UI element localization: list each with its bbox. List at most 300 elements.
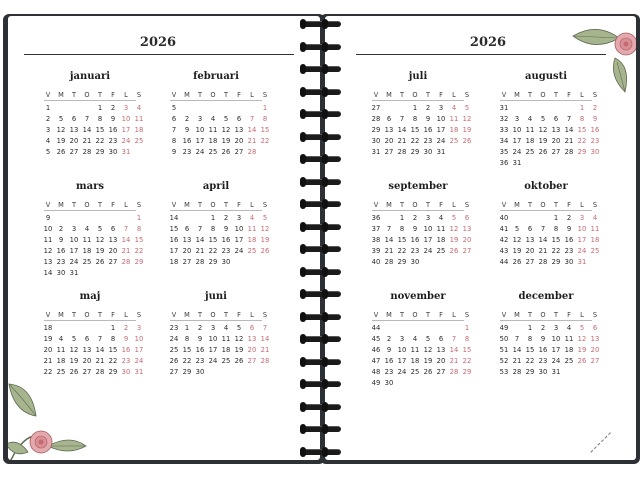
weekday-header: T xyxy=(527,201,533,209)
day-cell: 24 xyxy=(208,357,218,365)
day-cell: 13 xyxy=(384,126,394,134)
week-column-header: V xyxy=(373,311,379,319)
day-cell: 13 xyxy=(462,225,472,233)
weekday-header: T xyxy=(399,91,405,99)
day-cell: 10 xyxy=(551,335,561,343)
weekday-header: S xyxy=(136,201,142,209)
day-cell: 18 xyxy=(525,137,535,145)
day-cell: 5 xyxy=(425,335,431,343)
weekday-header: L xyxy=(580,311,584,319)
day-cell: 30 xyxy=(538,368,548,376)
day-cell: 21 xyxy=(260,346,270,354)
day-cell: 20 xyxy=(82,357,92,365)
day-cell: 19 xyxy=(56,137,66,145)
day-cell: 25 xyxy=(221,357,231,365)
day-cell: 28 xyxy=(512,368,522,376)
day-cell: 11 xyxy=(82,236,92,244)
weekday-header-row xyxy=(372,200,470,211)
day-cell: 10 xyxy=(512,126,522,134)
day-cell: 17 xyxy=(134,346,144,354)
weekday-header: T xyxy=(425,201,431,209)
month-name: juni xyxy=(205,291,227,302)
week-number: 44 xyxy=(371,324,381,332)
weekday-header: T xyxy=(553,311,559,319)
day-cell: 26 xyxy=(423,368,433,376)
day-cell: 13 xyxy=(82,346,92,354)
weekday-header: T xyxy=(399,311,405,319)
weekday-header-row xyxy=(372,90,470,101)
flower-illustration-icon xyxy=(8,372,90,460)
day-cell: 5 xyxy=(97,225,103,233)
weekday-header: T xyxy=(71,201,77,209)
weekday-header: M xyxy=(386,91,392,99)
day-cell: 29 xyxy=(525,368,535,376)
day-cell: 12 xyxy=(538,126,548,134)
day-cell: 8 xyxy=(464,335,470,343)
weekday-header: T xyxy=(527,311,533,319)
day-cell: 3 xyxy=(553,324,559,332)
week-number: 14 xyxy=(43,269,53,277)
day-cell: 17 xyxy=(397,357,407,365)
weekday-header: O xyxy=(412,201,418,209)
weekday-header: M xyxy=(386,311,392,319)
day-cell: 16 xyxy=(564,236,574,244)
day-cell: 1 xyxy=(110,324,116,332)
day-cell: 16 xyxy=(423,126,433,134)
day-cell: 28 xyxy=(449,368,459,376)
week-number: 5 xyxy=(45,148,51,156)
day-cell: 24 xyxy=(577,247,587,255)
week-number: 36 xyxy=(499,159,509,167)
day-cell: 30 xyxy=(590,148,600,156)
weekday-header: F xyxy=(439,311,443,319)
day-cell: 4 xyxy=(84,225,90,233)
weekday-header: F xyxy=(237,311,241,319)
day-cell: 27 xyxy=(234,148,244,156)
weekday-header: T xyxy=(197,311,203,319)
day-cell: 11 xyxy=(436,225,446,233)
day-cell: 10 xyxy=(69,236,79,244)
day-cell: 29 xyxy=(462,368,472,376)
week-number: 7 xyxy=(171,126,177,134)
day-cell: 4 xyxy=(210,115,216,123)
day-cell: 18 xyxy=(56,357,66,365)
week-column-header: V xyxy=(171,201,177,209)
week-number: 28 xyxy=(371,115,381,123)
day-cell: 25 xyxy=(590,247,600,255)
weekday-header-row xyxy=(44,200,142,211)
weekday-header: T xyxy=(527,91,533,99)
month-name: april xyxy=(202,181,230,192)
day-cell: 12 xyxy=(512,236,522,244)
month-name: december xyxy=(518,291,574,302)
day-cell: 15 xyxy=(95,126,105,134)
day-cell: 6 xyxy=(110,225,116,233)
week-number: 39 xyxy=(371,247,381,255)
weekday-header-row xyxy=(170,200,268,211)
week-number: 27 xyxy=(169,368,179,376)
weekday-header: T xyxy=(399,201,405,209)
day-cell: 20 xyxy=(436,357,446,365)
day-cell: 23 xyxy=(108,137,118,145)
day-cell: 20 xyxy=(462,236,472,244)
spiral-coil xyxy=(302,131,342,143)
day-cell: 1 xyxy=(184,324,190,332)
spiral-coil xyxy=(302,243,342,255)
day-cell: 4 xyxy=(223,324,229,332)
day-cell: 8 xyxy=(110,335,116,343)
day-cell: 17 xyxy=(208,346,218,354)
spiral-coil xyxy=(302,41,342,53)
weekday-header: M xyxy=(514,201,520,209)
day-cell: 21 xyxy=(538,247,548,255)
weekday-header-row xyxy=(170,90,268,101)
spiral-coil xyxy=(302,311,342,323)
day-cell: 1 xyxy=(262,104,268,112)
day-cell: 1 xyxy=(579,104,585,112)
day-cell: 7 xyxy=(197,225,203,233)
weekday-header-row xyxy=(372,310,470,321)
week-number: 47 xyxy=(371,357,381,365)
month-augusti xyxy=(499,70,600,171)
day-cell: 11 xyxy=(590,225,600,233)
day-cell: 24 xyxy=(397,368,407,376)
day-cell: 1 xyxy=(399,214,405,222)
day-cell: 23 xyxy=(221,247,231,255)
day-cell: 1 xyxy=(553,214,559,222)
day-cell: 25 xyxy=(208,148,218,156)
day-cell: 16 xyxy=(121,346,131,354)
day-cell: 13 xyxy=(436,346,446,354)
day-cell: 12 xyxy=(577,335,587,343)
day-cell: 23 xyxy=(538,357,548,365)
month-name: juli xyxy=(408,71,428,82)
day-cell: 8 xyxy=(262,115,268,123)
day-cell: 5 xyxy=(223,115,229,123)
right-year-title: 2026 xyxy=(469,35,507,50)
spiral-coil xyxy=(302,176,342,188)
day-cell: 30 xyxy=(195,368,205,376)
day-cell: 3 xyxy=(71,225,77,233)
day-cell: 27 xyxy=(247,357,257,365)
month-name: september xyxy=(388,181,448,192)
weekday-header: L xyxy=(250,91,254,99)
spiral-coil xyxy=(302,108,342,120)
spiral-coil xyxy=(302,221,342,233)
week-number: 4 xyxy=(45,137,51,145)
day-cell: 15 xyxy=(134,236,144,244)
day-cell: 9 xyxy=(566,225,572,233)
day-cell: 23 xyxy=(384,368,394,376)
day-cell: 6 xyxy=(236,115,242,123)
day-cell: 19 xyxy=(95,247,105,255)
day-cell: 25 xyxy=(436,247,446,255)
day-cell: 25 xyxy=(410,368,420,376)
day-cell: 20 xyxy=(182,247,192,255)
day-cell: 27 xyxy=(525,258,535,266)
day-cell: 21 xyxy=(195,247,205,255)
day-cell: 5 xyxy=(514,225,520,233)
day-cell: 1 xyxy=(210,214,216,222)
day-cell: 4 xyxy=(136,104,142,112)
weekday-header: S xyxy=(136,311,142,319)
day-cell: 22 xyxy=(577,137,587,145)
day-cell: 2 xyxy=(223,214,229,222)
day-cell: 27 xyxy=(82,368,92,376)
month-juni xyxy=(169,290,270,380)
month-januari xyxy=(44,70,144,160)
day-cell: 8 xyxy=(579,115,585,123)
day-cell: 26 xyxy=(234,357,244,365)
weekday-header: O xyxy=(84,311,90,319)
spiral-coil xyxy=(302,356,342,368)
day-cell: 23 xyxy=(564,247,574,255)
day-cell: 24 xyxy=(436,137,446,145)
day-cell: 28 xyxy=(95,368,105,376)
weekday-header: F xyxy=(567,311,571,319)
weekday-header: T xyxy=(223,91,229,99)
weekday-header: O xyxy=(540,311,546,319)
week-number: 14 xyxy=(169,214,179,222)
spiral-coil xyxy=(302,401,342,413)
week-number: 38 xyxy=(371,236,381,244)
day-cell: 19 xyxy=(449,236,459,244)
day-cell: 12 xyxy=(95,236,105,244)
day-cell: 12 xyxy=(221,126,231,134)
day-cell: 3 xyxy=(136,324,142,332)
day-cell: 4 xyxy=(412,335,418,343)
week-number: 18 xyxy=(169,258,179,266)
week-number: 34 xyxy=(499,137,509,145)
day-cell: 13 xyxy=(551,126,561,134)
weekday-header-row xyxy=(500,90,598,101)
weekday-header: T xyxy=(425,91,431,99)
day-cell: 7 xyxy=(262,324,268,332)
weekday-header: L xyxy=(250,311,254,319)
month-oktober xyxy=(499,180,600,270)
day-cell: 25 xyxy=(449,137,459,145)
day-cell: 29 xyxy=(108,368,118,376)
day-cell: 17 xyxy=(577,236,587,244)
day-cell: 5 xyxy=(236,324,242,332)
day-cell: 20 xyxy=(247,346,257,354)
weekday-header: M xyxy=(58,311,64,319)
month-name: maj xyxy=(79,291,101,302)
day-cell: 2 xyxy=(197,324,203,332)
weekday-header: F xyxy=(111,311,115,319)
weekday-header: T xyxy=(197,201,203,209)
day-cell: 1 xyxy=(97,104,103,112)
day-cell: 7 xyxy=(514,335,520,343)
week-number: 24 xyxy=(169,335,179,343)
day-cell: 11 xyxy=(208,126,218,134)
spiral-coil xyxy=(302,333,342,345)
day-cell: 12 xyxy=(69,346,79,354)
week-number: 17 xyxy=(169,247,179,255)
day-cell: 26 xyxy=(221,148,231,156)
day-cell: 5 xyxy=(464,104,470,112)
day-cell: 15 xyxy=(462,346,472,354)
month-name: februari xyxy=(193,71,239,82)
weekday-header: O xyxy=(84,91,90,99)
day-cell: 14 xyxy=(195,236,205,244)
weekday-header: O xyxy=(540,91,546,99)
day-cell: 22 xyxy=(410,137,420,145)
day-cell: 17 xyxy=(234,236,244,244)
day-cell: 19 xyxy=(260,236,270,244)
weekday-header: M xyxy=(184,311,190,319)
weekday-header: T xyxy=(425,311,431,319)
day-cell: 24 xyxy=(551,357,561,365)
week-number: 5 xyxy=(171,104,177,112)
weekday-header: T xyxy=(71,311,77,319)
day-cell: 28 xyxy=(538,258,548,266)
day-cell: 3 xyxy=(514,115,520,123)
week-number: 1 xyxy=(45,104,51,112)
day-cell: 26 xyxy=(260,247,270,255)
day-cell: 14 xyxy=(82,126,92,134)
week-number: 37 xyxy=(371,225,381,233)
day-cell: 14 xyxy=(121,236,131,244)
week-number: 25 xyxy=(169,346,179,354)
week-number: 31 xyxy=(499,104,509,112)
day-cell: 4 xyxy=(566,324,572,332)
day-cell: 6 xyxy=(592,324,598,332)
weekday-header-row xyxy=(170,310,268,321)
day-cell: 21 xyxy=(397,137,407,145)
weekday-header: T xyxy=(553,91,559,99)
weekday-header: S xyxy=(136,91,142,99)
week-number: 46 xyxy=(371,346,381,354)
day-cell: 24 xyxy=(423,247,433,255)
day-cell: 11 xyxy=(564,335,574,343)
day-cell: 31 xyxy=(134,368,144,376)
week-number: 8 xyxy=(171,137,177,145)
weekday-header: T xyxy=(97,311,103,319)
day-cell: 22 xyxy=(95,137,105,145)
month-name: augusti xyxy=(524,71,568,82)
weekday-header-row xyxy=(44,310,142,321)
day-cell: 28 xyxy=(384,258,394,266)
day-cell: 2 xyxy=(412,214,418,222)
day-cell: 24 xyxy=(195,148,205,156)
month-februari xyxy=(170,70,270,160)
day-cell: 24 xyxy=(134,357,144,365)
day-cell: 15 xyxy=(397,236,407,244)
week-number: 33 xyxy=(499,126,509,134)
day-cell: 10 xyxy=(208,335,218,343)
week-number: 26 xyxy=(169,357,179,365)
weekday-header: O xyxy=(210,91,216,99)
day-cell: 10 xyxy=(577,225,587,233)
day-cell: 16 xyxy=(384,357,394,365)
month-name: mars xyxy=(76,181,104,192)
week-number: 9 xyxy=(171,148,177,156)
day-cell: 16 xyxy=(590,126,600,134)
day-cell: 26 xyxy=(577,357,587,365)
day-cell: 7 xyxy=(123,225,129,233)
day-cell: 25 xyxy=(56,368,66,376)
spiral-binding-icon xyxy=(302,18,342,462)
day-cell: 7 xyxy=(386,225,392,233)
day-cell: 6 xyxy=(553,115,559,123)
day-cell: 15 xyxy=(551,236,561,244)
day-cell: 8 xyxy=(412,115,418,123)
weekday-header-row xyxy=(500,310,598,321)
day-cell: 12 xyxy=(260,225,270,233)
spiral-coil xyxy=(302,198,342,210)
day-cell: 19 xyxy=(69,357,79,365)
day-cell: 26 xyxy=(538,148,548,156)
day-cell: 23 xyxy=(121,357,131,365)
day-cell: 17 xyxy=(69,247,79,255)
day-cell: 8 xyxy=(553,225,559,233)
day-cell: 9 xyxy=(540,335,546,343)
day-cell: 22 xyxy=(182,357,192,365)
day-cell: 25 xyxy=(247,247,257,255)
day-cell: 12 xyxy=(56,126,66,134)
weekday-header: L xyxy=(124,91,128,99)
day-cell: 14 xyxy=(512,346,522,354)
day-cell: 21 xyxy=(247,137,257,145)
weekday-header: L xyxy=(124,201,128,209)
day-cell: 13 xyxy=(69,126,79,134)
day-cell: 6 xyxy=(84,335,90,343)
day-cell: 9 xyxy=(412,225,418,233)
day-cell: 28 xyxy=(260,357,270,365)
day-cell: 9 xyxy=(110,115,116,123)
week-number: 43 xyxy=(499,247,509,255)
spiral-coil xyxy=(302,423,342,435)
day-cell: 15 xyxy=(525,346,535,354)
day-cell: 15 xyxy=(260,126,270,134)
week-number: 6 xyxy=(171,115,177,123)
week-number: 49 xyxy=(371,379,381,387)
day-cell: 19 xyxy=(538,137,548,145)
day-cell: 3 xyxy=(425,214,431,222)
day-cell: 17 xyxy=(512,137,522,145)
day-cell: 7 xyxy=(399,115,405,123)
day-cell: 19 xyxy=(462,126,472,134)
day-cell: 16 xyxy=(221,236,231,244)
day-cell: 13 xyxy=(247,335,257,343)
weekday-header: M xyxy=(184,91,190,99)
day-cell: 6 xyxy=(386,115,392,123)
day-cell: 19 xyxy=(512,247,522,255)
weekday-header: M xyxy=(514,91,520,99)
week-number: 11 xyxy=(43,236,53,244)
day-cell: 30 xyxy=(423,148,433,156)
day-cell: 15 xyxy=(182,346,192,354)
day-cell: 1 xyxy=(136,214,142,222)
week-number: 19 xyxy=(43,335,53,343)
day-cell: 18 xyxy=(564,346,574,354)
day-cell: 18 xyxy=(82,247,92,255)
month-mars xyxy=(43,180,144,281)
week-number: 48 xyxy=(371,368,381,376)
day-cell: 6 xyxy=(464,214,470,222)
day-cell: 14 xyxy=(95,346,105,354)
spiral-coil xyxy=(302,18,342,30)
day-cell: 5 xyxy=(579,324,585,332)
day-cell: 28 xyxy=(247,148,257,156)
week-number: 2 xyxy=(45,115,51,123)
day-cell: 14 xyxy=(247,126,257,134)
day-cell: 18 xyxy=(449,126,459,134)
day-cell: 10 xyxy=(423,225,433,233)
day-cell: 6 xyxy=(438,335,444,343)
day-cell: 22 xyxy=(397,247,407,255)
